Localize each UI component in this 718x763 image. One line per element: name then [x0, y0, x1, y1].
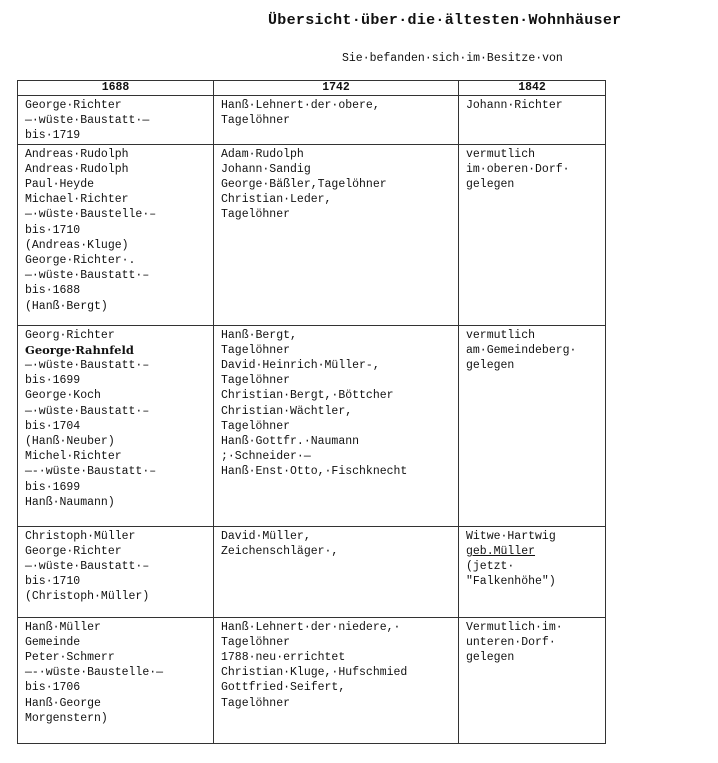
cell-line: Hanß·Bergt, — [221, 328, 297, 342]
cell-1688 — [18, 526, 214, 617]
cell-line: Gottfried·Seifert, — [221, 681, 346, 695]
cell-line: —·wüste·Baustatt·– — [25, 269, 150, 283]
cell-1742 — [214, 325, 459, 526]
cell-line: Andreas·Rudolph — [25, 147, 129, 161]
cell-1842 — [459, 96, 606, 145]
cell-line: (Christoph·Müller) — [25, 590, 150, 604]
cell-line: (Hanß·Neuber) — [25, 435, 115, 449]
cell-line: unteren·Dorf· — [466, 635, 556, 649]
cell-line: bis·1699 — [25, 374, 81, 388]
cell-1742 — [214, 617, 459, 743]
cell-1742 — [214, 144, 459, 325]
cell-1842 — [459, 617, 606, 743]
cell-line: Tagelöhner — [221, 696, 291, 710]
cell-line: ;·Schneider·— — [221, 450, 311, 464]
cell-1742 — [214, 96, 459, 145]
cell-line: Tagelöhner — [221, 343, 291, 357]
cell-line: George·Richter — [25, 99, 122, 112]
cell-line: gelegen — [466, 651, 515, 665]
cell-line: vermutlich — [466, 328, 536, 342]
cell-line: Gemeinde — [25, 635, 81, 649]
cell-line: Christian·Wächtler, — [221, 404, 353, 418]
cell-1688 — [18, 617, 214, 743]
cell-line: Tagelöhner — [221, 374, 291, 388]
table-row — [18, 96, 606, 145]
cell-1742 — [214, 526, 459, 617]
cell-line: —·wüste·Baustelle·– — [25, 208, 157, 222]
cell-line: bis·1688 — [25, 284, 81, 298]
cell-line: Hanß·Naumann) — [25, 495, 115, 509]
table-row — [18, 617, 606, 743]
cell-1842 — [459, 526, 606, 617]
cell-line: Hanß·Gottfr.·Naumann — [221, 435, 360, 449]
cell-line: vermutlich — [466, 147, 536, 161]
cell-line: George·Richter — [25, 544, 122, 558]
cell-line: —-·wüste·Baustatt·– — [25, 465, 157, 479]
table-row — [18, 325, 606, 526]
cell-line: Morgenstern) — [25, 711, 108, 725]
cell-line: David·Müller, — [221, 529, 311, 543]
page-title: Übersicht·über·die·ältesten·Wohnhäuser — [268, 12, 622, 29]
cell-line: Johann·Sandig — [221, 162, 311, 176]
cell-line: —·wüste·Baustatt·— — [25, 114, 150, 128]
cell-line: (jetzt· — [466, 560, 515, 574]
cell-1688 — [18, 96, 214, 145]
cell-line: Adam·Rudolph — [221, 147, 304, 161]
cell-line: Tagelöhner — [221, 635, 291, 649]
cell-line: (Hanß·Bergt) — [25, 299, 108, 313]
cell-line: George·Koch — [25, 389, 101, 403]
cell-line: George·Bäßler,Tagelöhner — [221, 178, 387, 192]
cell-line: gelegen — [466, 359, 515, 373]
cell-line: im·oberen·Dorf· — [466, 162, 570, 176]
cell-line: Christian·Kluge,·Hufschmied — [221, 666, 408, 680]
cell-line: Hanß·George — [25, 696, 101, 710]
cell-line: bis·1704 — [25, 419, 81, 433]
cell-line: (Andreas·Kluge) — [25, 238, 129, 252]
cell-line: —·wüste·Baustatt·– — [25, 359, 150, 373]
cell-line: Tagelöhner — [221, 419, 291, 433]
cell-line: bis·1706 — [25, 681, 81, 695]
cell-line: Christian·Bergt,·Böttcher — [221, 389, 394, 403]
cell-line: bis·1710 — [25, 575, 81, 589]
cell-line: Hanß·Lehnert·der·niedere,· — [221, 620, 401, 634]
cell-line: Tagelöhner — [221, 208, 291, 222]
cell-line: —·wüste·Baustatt·– — [25, 560, 150, 574]
cell-line: —-·wüste·Baustelle·— — [25, 666, 164, 680]
cell-line: George·Richter·. — [25, 254, 136, 268]
cell-line: Vermutlich·im· — [466, 620, 563, 634]
cell-line: Michel·Richter — [25, 450, 122, 464]
cell-line: am·Gemeindeberg· — [466, 343, 577, 357]
cell-line: 1788·neu·errichtet — [221, 651, 346, 665]
cell-line: bis·1710 — [25, 223, 81, 237]
cell-line: Georg·Richter — [25, 328, 115, 342]
header-row — [18, 81, 606, 96]
cell-line: Hanß·Enst·Otto,·Fischknecht — [221, 465, 408, 479]
cell-line: Paul·Heyde — [25, 178, 95, 192]
cell-1688 — [18, 325, 214, 526]
cell-line: George·Rahnfeld — [25, 342, 134, 357]
cell-line: bis·1719 — [25, 129, 81, 143]
column-header-1742: 1742 — [214, 81, 459, 96]
column-header-1842: 1842 — [459, 81, 606, 96]
cell-line: Hanß·Lehnert·der·obere, — [221, 99, 380, 112]
cell-line: David·Heinrich·Müller-, — [221, 359, 380, 373]
cell-1842 — [459, 325, 606, 526]
table-row — [18, 526, 606, 617]
cell-line: Peter·Schmerr — [25, 651, 115, 665]
cell-line: Hanß·Müller — [25, 620, 101, 634]
cell-line: —·wüste·Baustatt·– — [25, 404, 150, 418]
column-header-1688: 1688 — [18, 81, 214, 96]
cell-line: Witwe·Hartwig — [466, 529, 556, 543]
cell-line: "Falkenhöhe") — [466, 575, 556, 589]
cell-line: Michael·Richter — [25, 193, 129, 207]
table-row — [18, 144, 606, 325]
cell-line: bis·1699 — [25, 480, 81, 494]
page-subtitle: Sie·befanden·sich·im·Besitze·von — [342, 52, 563, 65]
cell-1688 — [18, 144, 214, 325]
cell-line: Zeichenschläger·, — [221, 544, 339, 558]
cell-line: Johann·Richter — [466, 99, 563, 112]
cell-line: gelegen — [466, 178, 515, 192]
cell-1842 — [459, 144, 606, 325]
cell-line: Andreas·Rudolph — [25, 162, 129, 176]
cell-line: Christian·Leder, — [221, 193, 332, 207]
cell-line: geb.Müller — [466, 544, 536, 558]
houses-table — [17, 80, 606, 744]
cell-line: Tagelöhner — [221, 114, 291, 128]
cell-line: Christoph·Müller — [25, 529, 136, 543]
